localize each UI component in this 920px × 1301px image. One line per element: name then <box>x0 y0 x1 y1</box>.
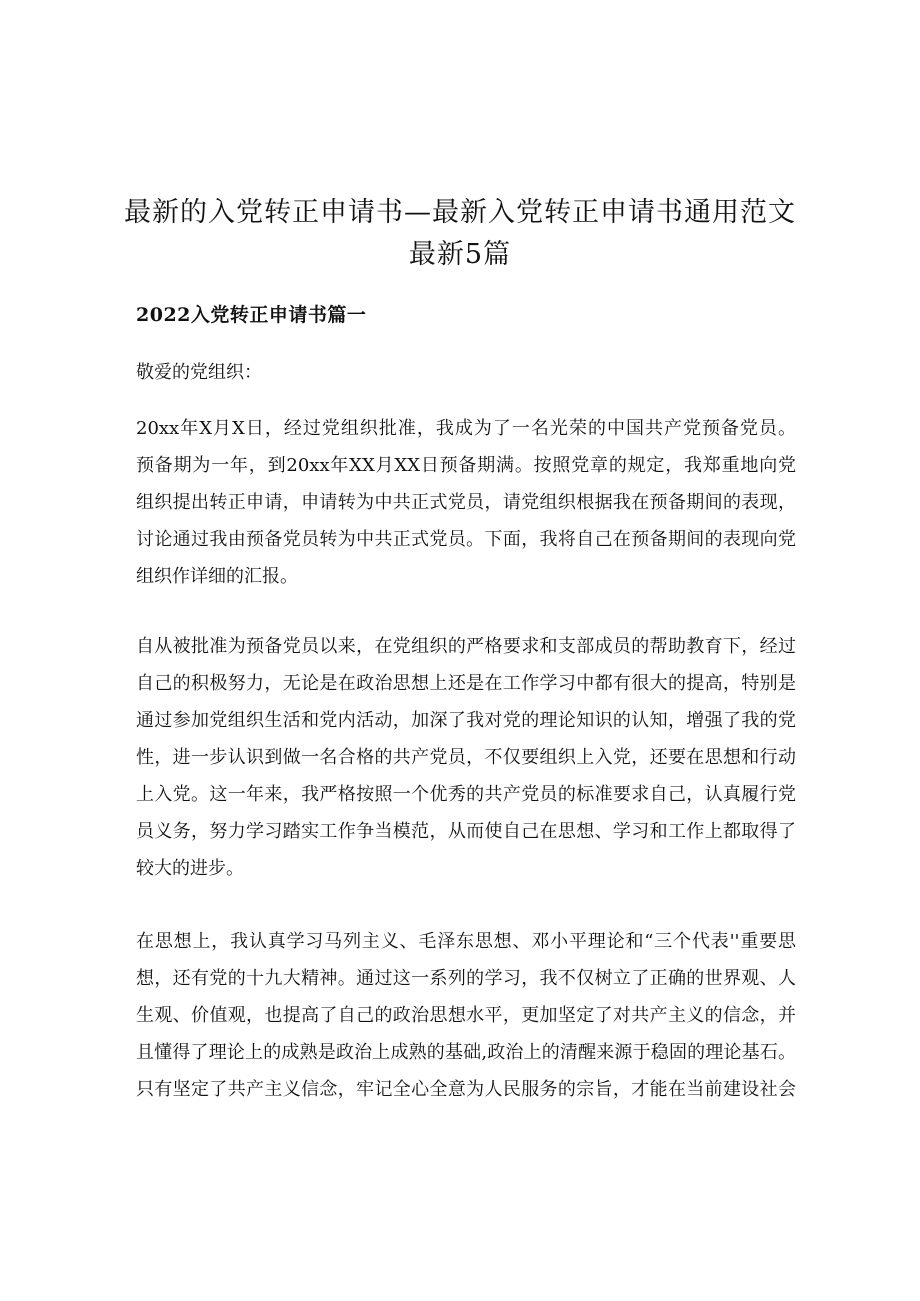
paragraph-line: 20xx年X月X日，经过党组织批准，我成为了一名光荣的中国共产党预备党员。 <box>136 418 796 439</box>
paragraph-line: 上入党。这一年来，我严格按照一个优秀的共产党员的标准要求自己，认真履行党 <box>136 784 796 805</box>
paragraph-line: 较大的进步。 <box>136 858 244 879</box>
section-heading: 2022入党转正申请书篇一 <box>136 304 367 326</box>
paragraph-1 <box>136 410 796 595</box>
paragraph-line: 性，进一步认识到做一名合格的共产党员，不仅要组织上入党，还要在思想和行动 <box>136 747 796 768</box>
paragraph-line: 组织作详细的汇报。 <box>136 566 298 587</box>
paragraph-2 <box>136 628 796 887</box>
paragraph-3 <box>136 923 796 1108</box>
paragraph-line: 想，还有党的十九大精神。通过这一系列的学习，我不仅树立了正确的世界观、人 <box>136 968 796 989</box>
paragraph-line: 且懂得了理论上的成熟是政治上成熟的基础,政治上的清醒来源于稳固的理论基石。 <box>136 1042 796 1063</box>
document-title-line-1: 最新的入党转正申请书—最新入党转正申请书通用范文 <box>124 197 796 228</box>
paragraph-line: 生观、价值观，也提高了自己的政治思想水平，更加坚定了对共产主义的信念，并 <box>136 1005 796 1026</box>
paragraph-line: 自从被批准为预备党员以来，在党组织的严格要求和支部成员的帮助教育下，经过 <box>136 636 796 657</box>
paragraph-line: 在思想上，我认真学习马列主义、毛泽东思想、邓小平理论和“三个代表''重要思 <box>136 931 796 952</box>
salutation: 敬爱的党组织： <box>136 362 262 383</box>
paragraph-line: 员义务，努力学习踏实工作争当模范，从而使自己在思想、学习和工作上都取得了 <box>136 821 796 842</box>
paragraph-line: 自己的积极努力，无论是在政治思想上还是在工作学习中都有很大的提高，特别是 <box>136 673 796 694</box>
paragraph-line: 组织提出转正申请，申请转为中共正式党员，请党组织根据我在预备期间的表现， <box>136 492 796 513</box>
paragraph-line: 通过参加党组织生活和党内活动，加深了我对党的理论知识的认知，增强了我的党 <box>136 710 796 731</box>
paragraph-line: 预备期为一年，到20xx年XX月XX日预备期满。按照党章的规定，我郑重地向党 <box>136 455 796 476</box>
paragraph-line: 讨论通过我由预备党员转为中共正式党员。下面，我将自己在预备期间的表现向党 <box>136 529 796 550</box>
paragraph-line: 只有坚定了共产主义信念，牢记全心全意为人民服务的宗旨，才能在当前建设社会 <box>136 1079 796 1100</box>
document-title-line-2: 最新5篇 <box>408 239 512 270</box>
